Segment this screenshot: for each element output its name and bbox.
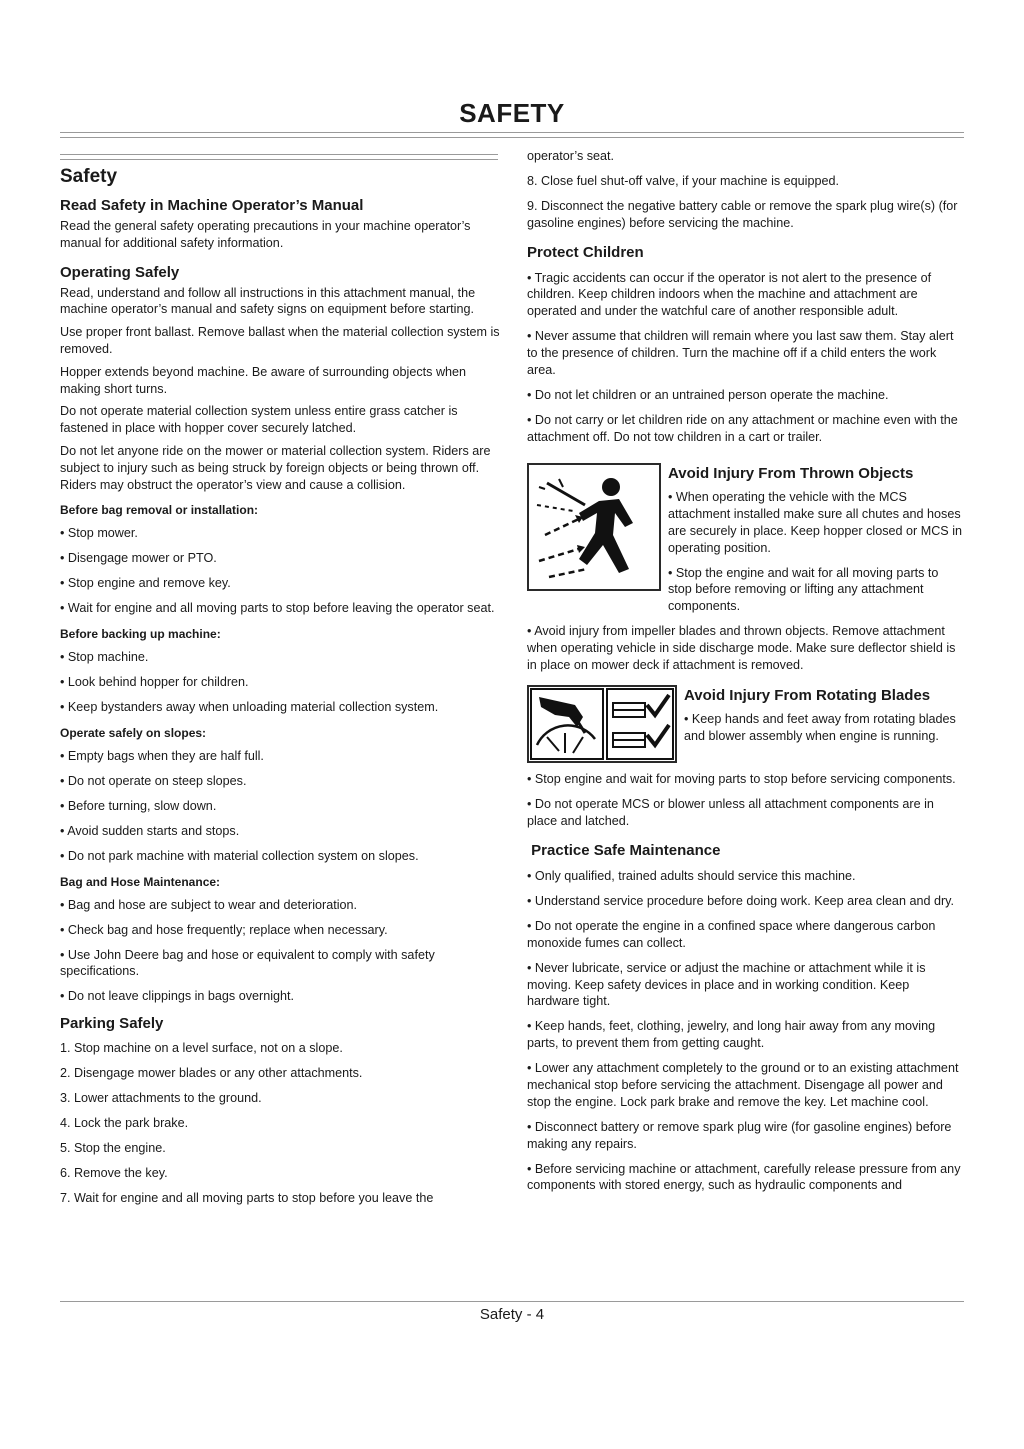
column-rule	[60, 154, 498, 160]
list-item: 4. Lock the park brake.	[60, 1116, 189, 1131]
list-item: • Wait for engine and all moving parts to stop before leaving the operator seat.	[60, 601, 495, 616]
section-title: Safety	[60, 166, 118, 187]
list-item: • Empty bags when they are half full.	[60, 748, 264, 763]
list-item: • Never assume that children will remain where you last saw them. Stay alert to the presence of children. Turn the machine off if a child enters the work area.	[527, 329, 954, 377]
operating-heading: Operating Safely	[60, 263, 180, 281]
page-footer: Safety - 4	[479, 1306, 545, 1323]
list-item: • Do not operate on steep slopes.	[60, 773, 247, 788]
list-item: • Stop engine and wait for moving parts to stop before servicing components.	[527, 772, 956, 787]
list-item: 5. Stop the engine.	[60, 1141, 166, 1156]
left-column	[60, 166, 500, 1215]
footer-rule	[60, 1301, 964, 1302]
list-item: • Before turning, slow down.	[60, 798, 217, 813]
right-column	[527, 148, 963, 1202]
thrown-objects-block	[527, 463, 963, 615]
rotating-blades-block	[527, 685, 963, 763]
operating-para: Do not let anyone ride on the mower or material collection system. Riders are subject to injury such as being struck by foreign objects or being thrown off. Riders may obstruct the operator’s view and cause a collision.	[60, 443, 491, 492]
maintenance-heading: Practice Safe Maintenance	[527, 842, 721, 860]
list-item: • Do not leave clippings in bags overnight.	[60, 989, 295, 1004]
list-item: • Keep hands, feet, clothing, jewelry, and long hair away from any moving parts, to prevent them from getting caught.	[527, 1019, 936, 1051]
list-item: • Understand service procedure before doing work. Keep area clean and dry.	[527, 894, 955, 909]
list-item: • Use John Deere bag and hose or equivalent to comply with safety specifications.	[60, 947, 435, 979]
list-item: • Do not carry or let children ride on any attachment or machine even with the attachment off. Do not tow children in a cart or trailer.	[527, 412, 958, 444]
list-item: • Avoid injury from impeller blades and thrown objects. Remove attachment when operating vehicle in side discharge mode. Make sure deflector shield is in place on mower deck if attachment is removed.	[527, 624, 956, 672]
rotating-blades-pictogram-icon	[527, 685, 677, 763]
list-item: • Disconnect battery or remove spark plug wire (for gasoline engines) before making any repairs.	[527, 1119, 952, 1151]
list-item: • Stop machine.	[60, 650, 149, 665]
thrown-objects-pictogram-icon	[527, 463, 661, 591]
list-item: • Disengage mower or PTO.	[60, 551, 217, 566]
rotating-heading: Avoid Injury From Rotating Blades	[684, 687, 931, 705]
list-item: • Stop engine and remove key.	[60, 576, 231, 591]
bag-hose-heading: Bag and Hose Maintenance:	[60, 874, 221, 889]
list-item: 7. Wait for engine and all moving parts to stop before you leave the	[60, 1191, 434, 1206]
operating-para: Hopper extends beyond machine. Be aware of surrounding objects when making short turns.	[60, 364, 467, 396]
list-item: 8. Close fuel shut-off valve, if your machine is equipped.	[527, 173, 839, 188]
list-item: • Tragic accidents can occur if the operator is not alert to the presence of children. Keep children indoors when the machine and attachment are operated and under the watchful care of another responsible adult.	[527, 270, 932, 319]
title-rule	[60, 132, 964, 138]
list-item: • When operating the vehicle with the MCS attachment installed make sure all chutes and hoses are securely in place. Keep hopper closed or MCS in operating position.	[668, 490, 963, 555]
list-item: 3. Lower attachments to the ground.	[60, 1091, 262, 1106]
read-manual-heading: Read Safety in Machine Operator’s Manual	[60, 197, 364, 214]
list-item: • Lower any attachment completely to the ground or to an existing attachment mechanical stop before servicing the attachment. Disengage all power and stop the engine. Lock park brake and remove the key. Let machine cool.	[527, 1061, 959, 1109]
list-item: • Keep bystanders away when unloading material collection system.	[60, 700, 439, 715]
thrown-heading: Avoid Injury From Thrown Objects	[668, 465, 914, 483]
operating-para: Use proper front ballast. Remove ballast when the material collection system is removed.	[60, 325, 500, 356]
list-item: • Never lubricate, service or adjust the machine or attachment while it is moving. Keep safety devices in place and in working condition. Keep hardware tight.	[527, 960, 926, 1009]
read-manual-text: Read the general safety operating precautions in your machine operator’s manual for additional safety information.	[60, 219, 471, 250]
list-item: • Keep hands and feet away from rotating blades and blower assembly when engine is running.	[684, 712, 956, 744]
list-item: • Do not operate MCS or blower unless all attachment components are in place and latched.	[527, 797, 934, 829]
bag-removal-heading: Before bag removal or installation:	[60, 503, 259, 518]
list-item: 2. Disengage mower blades or any other attachments.	[60, 1066, 363, 1081]
operating-para: Read, understand and follow all instructions in this attachment manual, the machine operator’s manual and safety signs on equipment before starting.	[60, 285, 476, 317]
list-item: • Do not park machine with material collection system on slopes.	[60, 848, 419, 863]
operating-para: Do not operate material collection system unless entire grass catcher is fastened in place with hopper cover securely latched.	[60, 404, 458, 436]
list-item: • Bag and hose are subject to wear and deterioration.	[60, 897, 358, 912]
list-item: • Avoid sudden starts and stops.	[60, 823, 240, 838]
list-item: 1. Stop machine on a level surface, not on a slope.	[60, 1041, 343, 1056]
parking-heading: Parking Safely	[60, 1015, 164, 1033]
list-item: • Check bag and hose frequently; replace when necessary.	[60, 922, 388, 937]
list-item: • Stop the engine and wait for all moving parts to stop before removing or lifting any attachment components.	[668, 565, 939, 614]
list-item: 9. Disconnect the negative battery cable or remove the spark plug wire(s) (for gasoline engines) before servicing the machine.	[527, 198, 958, 230]
list-item: • Stop mower.	[60, 526, 138, 541]
list-item: • Only qualified, trained adults should service this machine.	[527, 869, 856, 884]
list-item: • Look behind hopper for children.	[60, 675, 249, 690]
children-heading: Protect Children	[527, 243, 644, 261]
list-item: • Do not let children or an untrained person operate the machine.	[527, 387, 889, 402]
list-item: 6. Remove the key.	[60, 1166, 168, 1181]
list-item: • Do not operate the engine in a confined space where dangerous carbon monoxide fumes can collect.	[527, 919, 936, 950]
thrown-objects-text	[668, 463, 963, 615]
backing-up-heading: Before backing up machine:	[60, 627, 221, 642]
rotating-blades-text	[684, 685, 963, 745]
list-item: operator’s seat.	[527, 149, 615, 163]
slopes-heading: Operate safely on slopes:	[60, 725, 207, 740]
page-title: SAFETY	[459, 98, 565, 128]
list-item: • Before servicing machine or attachment, carefully release pressure from any components with stored energy, such as hydraulic components and	[527, 1161, 961, 1193]
